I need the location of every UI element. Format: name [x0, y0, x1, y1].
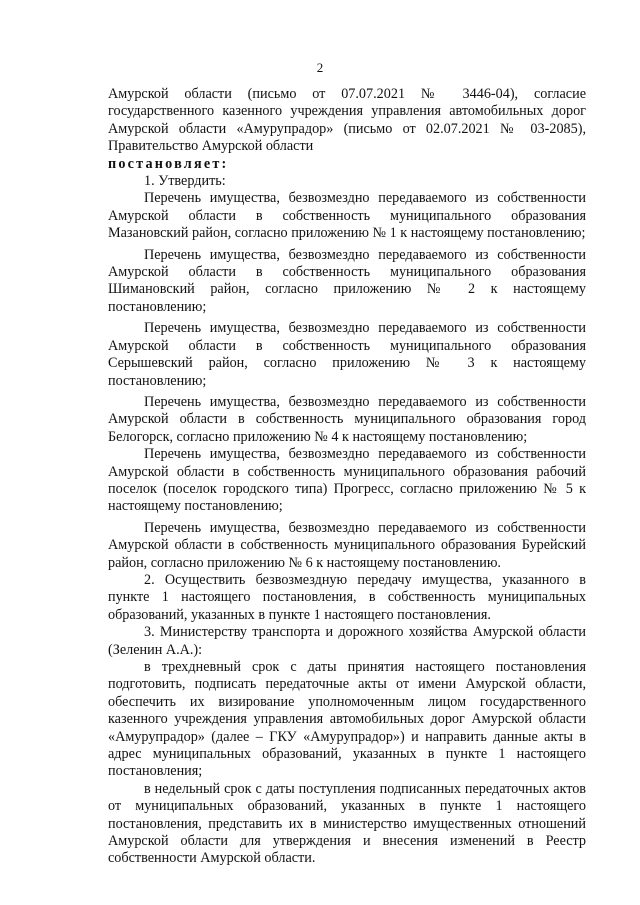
- paragraph-item-3-sub-1: в трехдневный срок с даты принятия настоящего постановления подготовить, подписать передаточные акты от имени Амурской области, обеспечить их визирование уполномоченным лицом государственного казенного учреждения управления автомобильных дорог Амурской области «Амурупрадор» (далее – ГКУ «Амурупрадор») и направить данные акты в адрес муниципальных образований, указанных в пункте 1 настоящего постановления;: [108, 659, 586, 780]
- paragraph-list-5: Перечень имущества, безвозмездно передаваемого из собственности Амурской области в собственность муниципального образования рабочий поселок (поселок городского типа) Прогресс, согласно приложению № 5 к настоящему постановлению;: [108, 446, 586, 515]
- paragraph-item-3: 3. Министерству транспорта и дорожного хозяйства Амурской области (Зеленин А.А.):: [108, 624, 586, 658]
- page-number: 2: [316, 60, 324, 75]
- paragraph-item-1: 1. Утвердить:: [144, 173, 226, 190]
- paragraph-list-3: Перечень имущества, безвозмездно передаваемого из собственности Амурской области в собственность муниципального образования Серышевский район, согласно приложению № 3 к настоящему постановлению;: [108, 320, 586, 389]
- paragraph-list-4: Перечень имущества, безвозмездно передаваемого из собственности Амурской области в собственность муниципального образования город Белогорск, согласно приложению № 4 к настоящему постановлению;: [108, 393, 586, 445]
- paragraph-list-6: Перечень имущества, безвозмездно передаваемого из собственности Амурской области в собственность муниципального образования Бурейский район, согласно приложению № 6 к настоящему постановлению.: [108, 519, 586, 571]
- paragraph-item-2: 2. Осуществить безвозмездную передачу имущества, указанного в пункте 1 настоящего постановления, в собственность муниципальных образований, указанных в пункте 1 настоящего постановления.: [108, 571, 586, 623]
- paragraph-intro: Амурской области (письмо от 07.07.2021 № 3446-04), согласие государственного казенного учреждения управления автомобильных дорог Амурской области «Амурупрадор» (письмо от 02.07.2021 № 03-2085), Правительство Амурской области: [108, 86, 586, 155]
- resolution-word: постановляет:: [108, 155, 229, 172]
- paragraph-list-1: Перечень имущества, безвозмездно передаваемого из собственности Амурской области в собственность муниципального образования Мазановский район, согласно приложению № 1 к настоящему постановлению;: [108, 190, 586, 242]
- document-body: [108, 86, 586, 868]
- paragraph-list-2: Перечень имущества, безвозмездно передаваемого из собственности Амурской области в собственность муниципального образования Шимановский район, согласно приложению № 2 к настоящему постановлению;: [108, 246, 586, 315]
- paragraph-item-3-sub-2: в недельный срок с даты поступления подписанных передаточных актов от муниципальных образований, указанных в пункте 1 настоящего постановления, представить их в министерство имущественных отношений Амурской области для утверждения и внесения изменений в Реестр собственности Амурской области.: [108, 780, 586, 867]
